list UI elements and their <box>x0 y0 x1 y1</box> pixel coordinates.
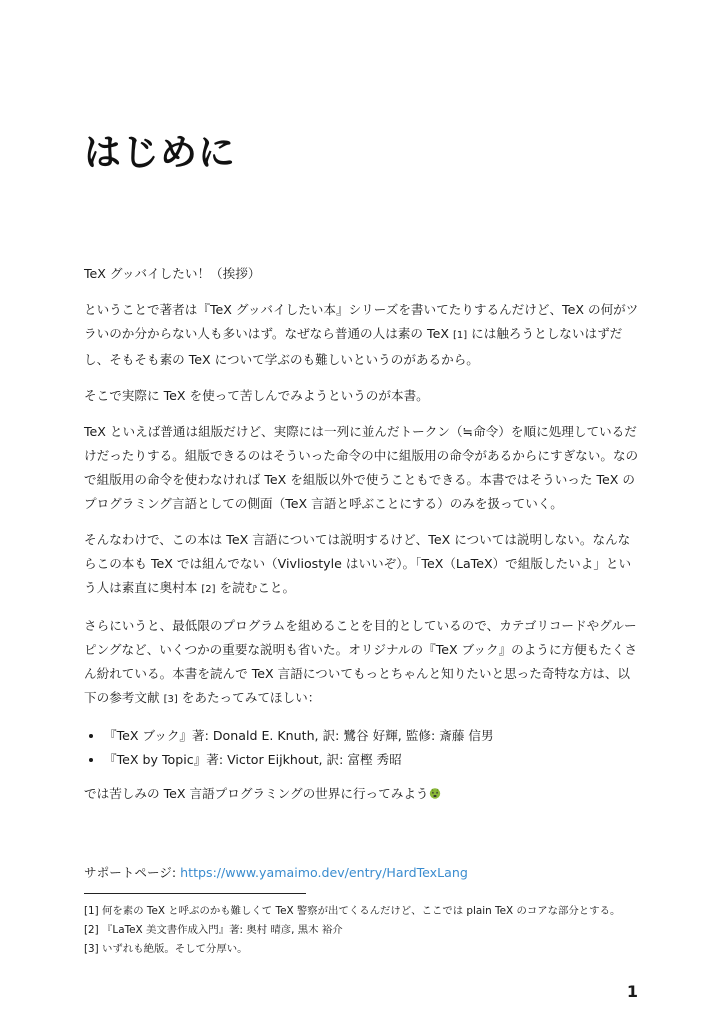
footnote-1: [1] 何を素の TeX と呼ぶのかも難しくて TeX 警察が出てくるんだけど、ここでは plain TeX のコアな部分とする。 <box>84 905 621 917</box>
support-link[interactable]: https://www.yamaimo.dev/entry/HardTexLang <box>180 865 468 880</box>
support-page <box>84 862 468 881</box>
paragraph-scope: そんなわけで、この本は TeX 言語については説明するけど、TeX については説明しない。なんならこの本も TeX では組んでない（Vivliostyle はいいぞ）。「TeX（LaTeX）で組版したいよ」という人は素直に奥村本 [2] を読むこと。 <box>84 532 632 595</box>
support-label: サポートページ: <box>84 865 181 880</box>
reference-item: • 『TeX ブック』著: Donald E. Knuth, 訳: 鷺谷 好輝, 監修: 斎藤 信男 <box>104 724 640 748</box>
footnote-ref-3[interactable]: [3] <box>163 694 178 705</box>
footnote-divider <box>84 893 306 894</box>
main-body <box>84 262 640 818</box>
footnotes <box>84 902 644 959</box>
footnote-ref-1[interactable]: [1] <box>452 330 468 341</box>
footnote-ref-2[interactable]: [2] <box>201 584 216 595</box>
paragraph-closing: では苦しみの TeX 言語プログラミングの世界に行ってみよう <box>84 782 640 806</box>
dizzy-face-emoji-icon <box>429 787 441 799</box>
footnote-2: [2] 『LaTeX 美文書作成入門』著: 奥村 晴彦, 黒木 裕介 <box>84 924 343 936</box>
reference-item: • 『TeX by Topic』著: Victor Eijkhout, 訳: 富樫 秀昭 <box>104 748 640 772</box>
paragraph-purpose: そこで実際に TeX を使って苦しんでみようというのが本書。 <box>84 388 429 403</box>
paragraph-tex-language: TeX といえば普通は組版だけど、実際には一列に並んだトークン（≒命令）を順に処理しているだけだったりする。組版できるのはそういった命令の中に組版用の命令があるからにすぎない。なので組版用の命令を使わなければ TeX を組版以外で使うこともできる。本書ではそういった TeX のプログラミング言語としての側面（TeX 言語と呼ぶことにする）のみを扱っていく。 <box>84 424 639 511</box>
paragraph-omissions: さらにいうと、最低限のプログラムを組めることを目的としているので、カテゴリコードやグルーピングなど、いくつかの重要な説明も省いた。オリジナルの『TeX ブック』のように方便もたくさん紛れている。本書を読んで TeX 言語についてもっとちゃんと知りたいと思った奇特な方は、以下の参考文献 [3] をあたってみてほしい： <box>84 618 638 705</box>
page-number: 1 <box>626 982 638 1001</box>
paragraph-greeting: TeX グッバイしたい！（挨拶） <box>84 266 261 281</box>
reference-list <box>84 724 640 772</box>
footnote-3: [3] いずれも絶版。そして分厚い。 <box>84 943 248 955</box>
page-title: はじめに <box>84 131 236 174</box>
paragraph-intro: ということで著者は『TeX グッバイしたい本』シリーズを書いてたりするんだけど、TeX の何がツラいのか分からない人も多いはず。なぜなら普通の人は素の TeX [1] には触ろうとしないはずだし、そもそも素の TeX について学ぶのも難しいというのがあるから。 <box>84 302 639 367</box>
